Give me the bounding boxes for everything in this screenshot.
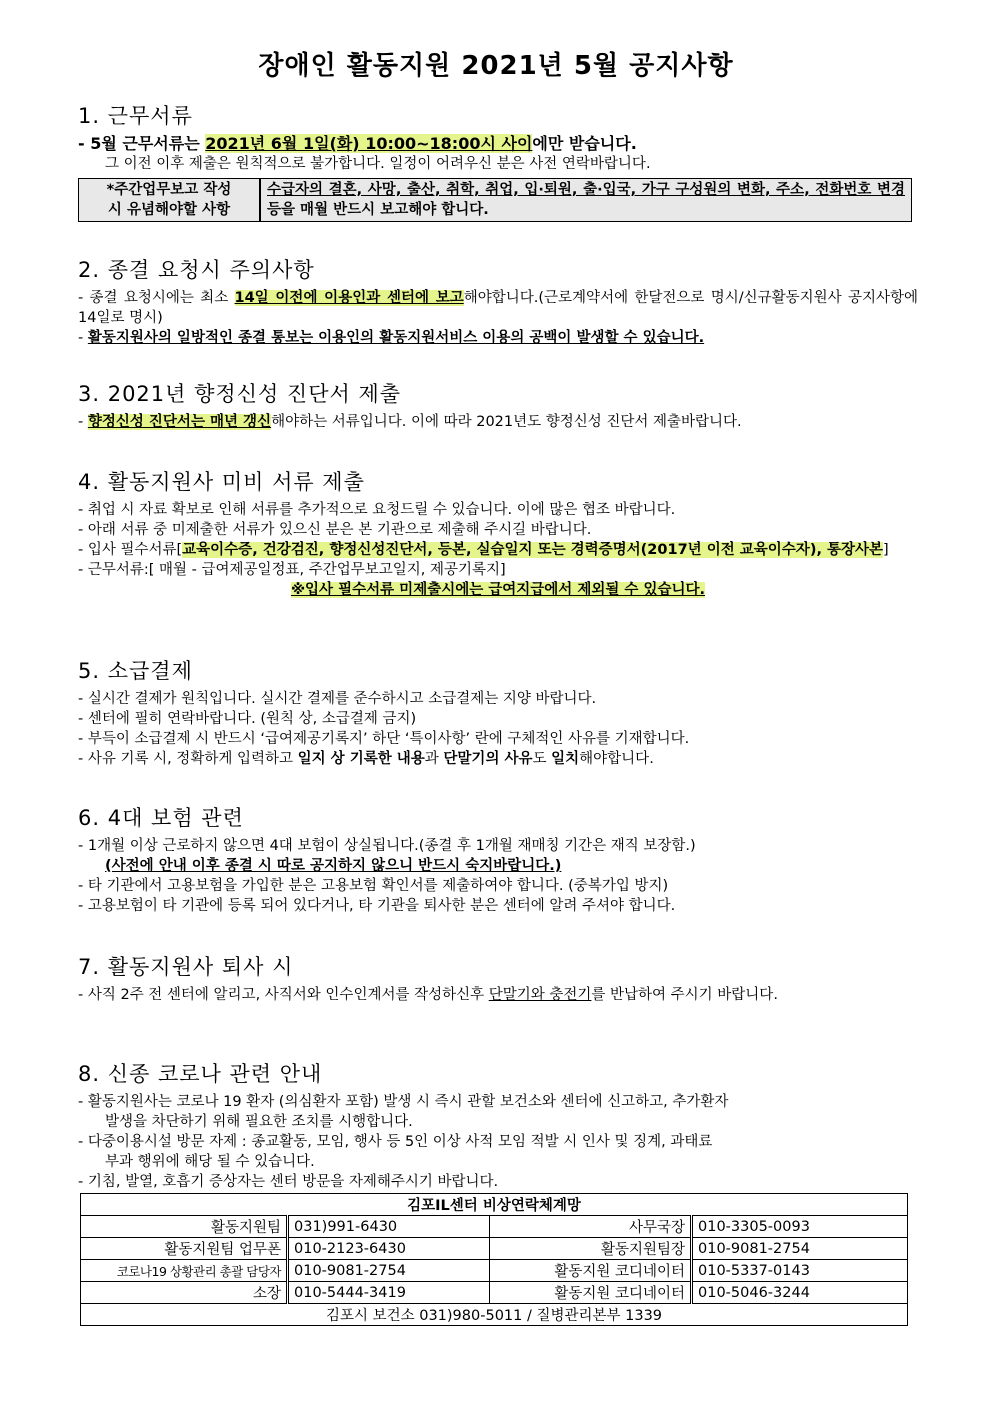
- section-termination: [78, 254, 918, 348]
- certificate-line: - 향정신성 진단서는 매년 갱신해야하는 서류입니다. 이에 따라 2021년도 향정신성 진단서 제출바랍니다.: [78, 414, 742, 430]
- table-header: 김포IL센터 비상연락체계망: [81, 1194, 908, 1216]
- deadline-highlight: 2021년 6월 1일(화) 10:00~18:00시 사이: [205, 134, 533, 153]
- section-insurance: [78, 802, 918, 916]
- payment-line-3: - 부득이 소급결제 시 반드시 ‘급여제공기록지’ 하단 ‘특이사항’ 란에 구체적인 사유를 기재합니다.: [78, 731, 690, 747]
- covid-line-1a: - 활동지원사는 코로나 19 환자 (의심환자 포함) 발생 시 즉시 관할 보건소와 센터에 신고하고, 추가환자: [78, 1094, 729, 1110]
- table-header-row: [81, 1194, 908, 1216]
- section-covid: [78, 1058, 918, 1192]
- contact-name: 사무국장: [490, 1216, 692, 1238]
- contact-phone: 010-3305-0093: [692, 1216, 908, 1238]
- section-work-documents: [78, 100, 918, 222]
- contact-phone: 010-9081-2754: [692, 1238, 908, 1260]
- resignation-line: - 사직 2주 전 센터에 알리고, 사직서와 인수인계서를 작성하신후 단말기와 충전기를 반납하여 주시기 바랍니다.: [78, 987, 778, 1003]
- note-content: 수급자의 결혼, 사망, 출산, 취학, 취업, 입·퇴원, 출·입국, 가구 구성원의 변화, 주소, 전화번호 변경 등을 매월 반드시 보고해야 합니다.: [261, 179, 911, 221]
- contact-name: 소장: [81, 1282, 288, 1304]
- deadline-line: - 5월 근무서류는 2021년 6월 1일(화) 10:00~18:00시 사이에만 받습니다.: [78, 134, 637, 153]
- section-heading: 1. 근무서류: [78, 104, 193, 128]
- note-label: *주간업무보고 작성 시 유념해야할 사항: [79, 179, 261, 221]
- insurance-line-1: - 1개월 이상 근로하지 않으면 4대 보험이 상실됩니다.(종결 후 1개월 재매칭 기간은 재직 보장함.): [78, 838, 696, 854]
- contact-phone: 031)991-6430: [288, 1216, 490, 1238]
- section-heading: 4. 활동지원사 미비 서류 제출: [78, 470, 365, 494]
- table-row: [81, 1260, 908, 1282]
- required-documents-line: - 입사 필수서류[교육이수증, 건강검진, 향정신성진단서, 등본, 실습일지 또는 경력증명서(2017년 이전 교육이수자), 통장사본]: [78, 542, 889, 558]
- covid-line-2a: - 다중이용시설 방문 자제 : 종교활동, 모임, 행사 등 5인 이상 사적 모임 적발 시 인사 및 징계, 과태료: [78, 1134, 713, 1150]
- payment-line-1: - 실시간 결제가 원칙입니다. 실시간 결제를 준수하시고 소급결제는 지양 바랍니다.: [78, 691, 597, 707]
- section-resignation: [78, 951, 918, 1005]
- emergency-contact-table: [80, 1193, 908, 1326]
- insurance-notice: (사전에 안내 이후 종결 시 따로 공지하지 않으니 반드시 숙지바랍니다.): [105, 858, 562, 874]
- missing-docs-line-2: - 아래 서류 중 미제출한 서류가 있으신 분은 본 기관으로 제출해 주시길 바랍니다.: [78, 522, 592, 538]
- work-documents-line: - 근무서류:[ 매월 - 급여제공일정표, 주간업무보고일지, 제공기록지]: [78, 562, 506, 578]
- contact-phone: 010-5337-0143: [692, 1260, 908, 1282]
- contact-name: 활동지원팀: [81, 1216, 288, 1238]
- contact-phone: 010-5444-3419: [288, 1282, 490, 1304]
- contact-phone: 010-9081-2754: [288, 1260, 490, 1282]
- section-retroactive-payment: [78, 655, 918, 769]
- warning-line: ※입사 필수서류 미제출시에는 급여지급에서 제외될 수 있습니다.: [290, 582, 706, 598]
- section-missing-documents: [78, 466, 918, 600]
- table-row: [81, 1238, 908, 1260]
- section-heading: 3. 2021년 향정신성 진단서 제출: [78, 382, 402, 406]
- insurance-line-4: - 고용보험이 타 기관에 등록 되어 있다거나, 타 기관을 퇴사한 분은 센터에 알려 주셔야 합니다.: [78, 898, 676, 914]
- insurance-line-3: - 타 기관에서 고용보험을 가입한 분은 고용보험 확인서를 제출하여야 합니다. (중복가입 방지): [78, 878, 669, 894]
- payment-line-2: - 센터에 필히 연락바랍니다. (원칙 상, 소급결제 금지): [78, 711, 417, 727]
- section-heading: 8. 신종 코로나 관련 안내: [78, 1062, 323, 1086]
- table-row: [81, 1216, 908, 1238]
- section-psychiatric-certificate: [78, 378, 918, 432]
- contact-phone: 010-5046-3244: [692, 1282, 908, 1304]
- contact-name: 활동지원팀 업무폰: [81, 1238, 288, 1260]
- payment-line-4: - 사유 기록 시, 정확하게 입력하고 일지 상 기록한 내용과 단말기의 사유도 일치해야합니다.: [78, 751, 654, 767]
- contact-name: 활동지원 코디네이터: [490, 1282, 692, 1304]
- weekly-report-note-box: [78, 178, 912, 222]
- contact-name: 활동지원팀장: [490, 1238, 692, 1260]
- contact-name: 코로나19 상황관리 총괄 담당자: [81, 1260, 288, 1282]
- contact-name: 활동지원 코디네이터: [490, 1260, 692, 1282]
- table-row: [81, 1282, 908, 1304]
- contact-phone: 010-2123-6430: [288, 1238, 490, 1260]
- table-footer: 김포시 보건소 031)980-5011 / 질병관리본부 1339: [81, 1304, 908, 1326]
- termination-line-2: - 활동지원사의 일방적인 종결 통보는 이용인의 활동지원서비스 이용의 공백이 발생할 수 있습니다.: [78, 330, 705, 346]
- missing-docs-line-1: - 취업 시 자료 확보로 인해 서류를 추가적으로 요청드릴 수 있습니다. 이에 많은 협조 바랍니다.: [78, 502, 676, 518]
- section-heading: 5. 소급결제: [78, 659, 193, 683]
- table-footer-row: [81, 1304, 908, 1326]
- covid-line-1b: 발생을 차단하기 위해 필요한 조치를 시행합니다.: [105, 1114, 413, 1130]
- section-heading: 2. 종결 요청시 주의사항: [78, 258, 315, 282]
- termination-line-1: - 종결 요청시에는 최소 14일 이전에 이용인과 센터에 보고해야합니다.(근로계약서에 한달전으로 명시/신규활동지원사 공지사항에 14일로 명시): [78, 290, 918, 326]
- covid-line-2b: 부과 행위에 해당 될 수 있습니다.: [105, 1154, 315, 1170]
- covid-line-3: - 기침, 발열, 호흡기 증상자는 센터 방문을 자제해주시기 바랍니다.: [78, 1174, 499, 1190]
- deadline-note: 그 이전 이후 제출은 원칙적으로 불가합니다. 일정이 어려우신 분은 사전 연락바랍니다.: [105, 156, 651, 172]
- page-title: 장애인 활동지원 2021년 5월 공지사항: [258, 51, 734, 81]
- section-heading: 7. 활동지원사 퇴사 시: [78, 955, 294, 979]
- section-heading: 6. 4대 보험 관련: [78, 806, 244, 830]
